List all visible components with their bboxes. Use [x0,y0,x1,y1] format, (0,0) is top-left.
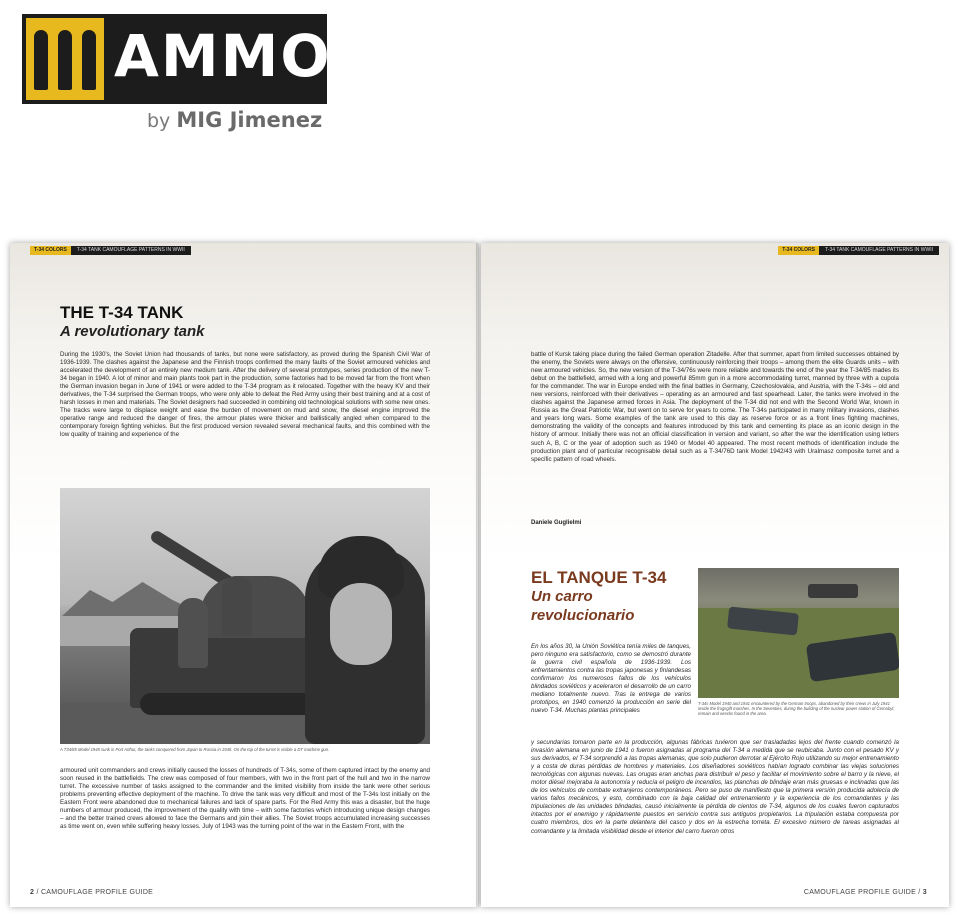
photo-caption: A T34/85 Model 1945 sunk in Port Arthur, the tanks conquered from Japan to Russia in 1945. On the top of the turret is visible a DT machine gun. [60,747,330,752]
right-footer: CAMOUFLAGE PROFILE GUIDE / 3 [803,889,927,896]
page-number: 3 [922,889,927,896]
right-page [481,243,949,907]
right-tab-section: T-34 COLORS [778,246,819,255]
spanish-subtitle-line-2: revolucionario [531,607,635,624]
logo-wordmark: AMMO [114,22,332,90]
spanish-subtitle-line-1: Un carro [531,588,593,605]
body-paragraph-2: armoured unit commanders and crews initially caused the losses of hundreds of T-34s, some of them captured intact by the enemy and soon reused in the battlefields. The crew was composed of four members, with two in the front part of the hull and two in the narrow turret. The excessive number of tasks assigned to the commander and the limited visibility from inside the tank were other serious problems preventing effective deployment of the machine. To drive the tank was very difficult and most of the T-34s lost initially on the Eastern Front were abandoned due to mechanical failures and lack of spare parts. For the Red Army this was a disaster, but the huge numbers of armour produced, the improvement of the quality with time – with some factories which introducing unique design changes – and the better trained crews allowed to face the Germans and join their allies. The Soviet troops accumulated increasing successes as time went on, even while suffering heavy losses. July of 1943 was the turning point of the war in the Eastern Front, with the [60,767,430,831]
page-subtitle: A revolutionary tank [60,323,205,340]
right-tab-bar [778,246,939,255]
logo-byline-brand: MIG Jimenez [176,108,323,132]
spanish-photo-caption: T-34s Model 1940 and 1941 encountered by the German troops, abandoned by their crews in July 1941 inside the frogsgift marshes. In the Seventies, during the building of the nuclear power station of Černobyl, remain and wrecks found in the area. [698,701,895,716]
t34-wrecks-photo [698,568,899,698]
body-paragraph-3: battle of Kursk taking place during the failed German operation Zitadelle. After that summer, apart from limited successes obtained by the enemy, the Soviets were always on the offensive, continuously reinforcing their troops – among them the elite Guards units – with new armoured vehicles. So, the new version of the T-34/76s were more reliable and towards the end of the year the T-34/85 mades its debut on the battlefield, armed with a long and powerful 85mm gun in a more accommodating turret, manned by three with a cupola for the commander. The war in Europe ended with the final battles in Germany, Czechoslovakia, and Austria, with the T-34s – old and new versions, reinforced with their derivatives – operating as an armoured and fast spearhead. Later, the tanks were involved in the clashes against the Japanese armed forces in Asia. The deployment of the T-34 did not end with the Second World War, known in Russia as the Great Patriotic War, but went on to serve for years to come. The T-34s participated in many military invasions, clashes and years long wars. Some examples of the tank are used to this day as reserve force or as a front lines fighting machines, demonstrating the validity of the concepts and features introduced by this tank and cementing its place as an iconic design in the history of armour. Initially there was not an official classification in version and variant, so after the war the identification using letters such A, B, C or the year of adoption such as 1940 or Model 40 appeared. The most recent methods of identification include the production plant and of particular recognisable detail such as a T-34/76D tank Model 1942/43 with Uralmasz composite turret and a specific pattern of road wheels. [531,351,899,463]
ammo-logo [22,14,332,104]
body-paragraph-1: During the 1930's, the Soviet Union had thousands of tanks, but none were satisfactory, as proved during the Spanish Civil War of 1936-1939. The clashes against the Japanese and the Finnish troops confirmed the many faults of the Soviet armoured vehicles and accelerated the development of an entirely new medium tank. After the delivery of several prototypes, series production of the new T-34 began in 1940. A lot of minor and main plants took part in the production, some factories had to be moved far from the front when the German invasion began in June of 1941 or were added to the T-34 program as it relocated. Together with the heavy KV and their derivatives, the T-34 surprised the German troops, who were only able to defeat the Red Army using their best training and at a cost of harsh losses in men and materials. The Soviet designers had succeeded in combining old technological solutions with some new ones. The tracks were large to displace weight and ease the burden of movement on mud and snow, the diesel engine improved the operative range and reduced the danger of fires, the armour plates were thicker and ballistically angled when compared to the contemporary foreign fighting vehicles. But the first produced version revealed several mechanical faults, and this combined with the low quality of training and experience of the [60,351,430,439]
author-signature: Daniele Guglielmi [531,520,582,526]
left-tab-bar [30,246,191,255]
page-number: 2 [30,889,35,896]
left-footer: 2 / CAMOUFLAGE PROFILE GUIDE [30,889,154,896]
left-page [10,243,478,907]
right-tab-chapter: T-34 TANK CAMOUFLAGE PATTERNS IN WWII [819,246,939,255]
page-title: THE T-34 TANK [60,303,184,322]
t34-photo-bw [60,488,430,744]
bullets-icon [26,18,104,100]
left-tab-section: T-34 COLORS [30,246,71,255]
spanish-title: EL TANQUE T-34 [531,568,667,587]
spanish-paragraph-wide: y secundarias tomaron parte en la producción, algunas fábricas tuvieron que ser trasladadas lejos del frente cuando comenzó la invasión alemana en junio de 1941 o fueron asignadas al programa del T-34 a medida que se reubicaba. Junto con el pesado KV y sus derivados, el T-34 sorprendió a las tropas alemanas, que solo pudieron derrotar al Ejército Rojo utilizando su mejor entrenamiento y a costa de duras pérdidas de hombres y materiales. Los diseñadores soviéticos habían logrado combinar las viejas soluciones tecnológicas con algunas nuevas. Las orugas eran anchas para distribuir el peso y facilitar el movimiento sobre el barro y la nieve, el motor diésel mejoraba la autonomía y reducía el peligro de incendios, las planchas de blindaje eran más gruesas e inclinadas que las de los vehículos de combate extranjeros contemporáneos. Pero se puso de manifiesto que la primera versión producida adolecía de varios fallos mecánicos, y esto, combinado con la baja calidad del entrenamiento y la experiencia de los comandantes y las tripulaciones de las unidades blindadas, causó inicialmente la pérdida de cientos de T-34, algunos de los cuales fueron capturados intactos por el enemigo y rápidamente puestos en servicio contra sus antiguos propietarios. La tripulación estaba compuesta por cuatro miembros, dos en la parte delantera del casco y dos en la estrecha torreta. El excesivo número de tareas asignadas al comandante y la limitada visibilidad desde el interior del carro fueron otros [531,739,899,835]
spanish-paragraph-narrow: En los años 30, la Unión Soviética tenía miles de tanques, pero ninguno era satisfactorio, como se demostró durante la guerra civil española de 1936-1939. Los enfrentamientos contra las tropas japonesas y finlandesas confirmaron los numerosos fallos de los vehículos blindados soviéticos y aceleraron el desarrollo de un carro mediano totalmente nuevo. Tras la entrega de varios prototipos, en 1940 comenzó la producción en serie del nuevo T-34. Muchas plantas principales [531,643,691,715]
logo-byline: by MIG Jimenez [147,108,323,132]
left-tab-chapter: T-34 TANK CAMOUFLAGE PATTERNS IN WWII [71,246,191,255]
